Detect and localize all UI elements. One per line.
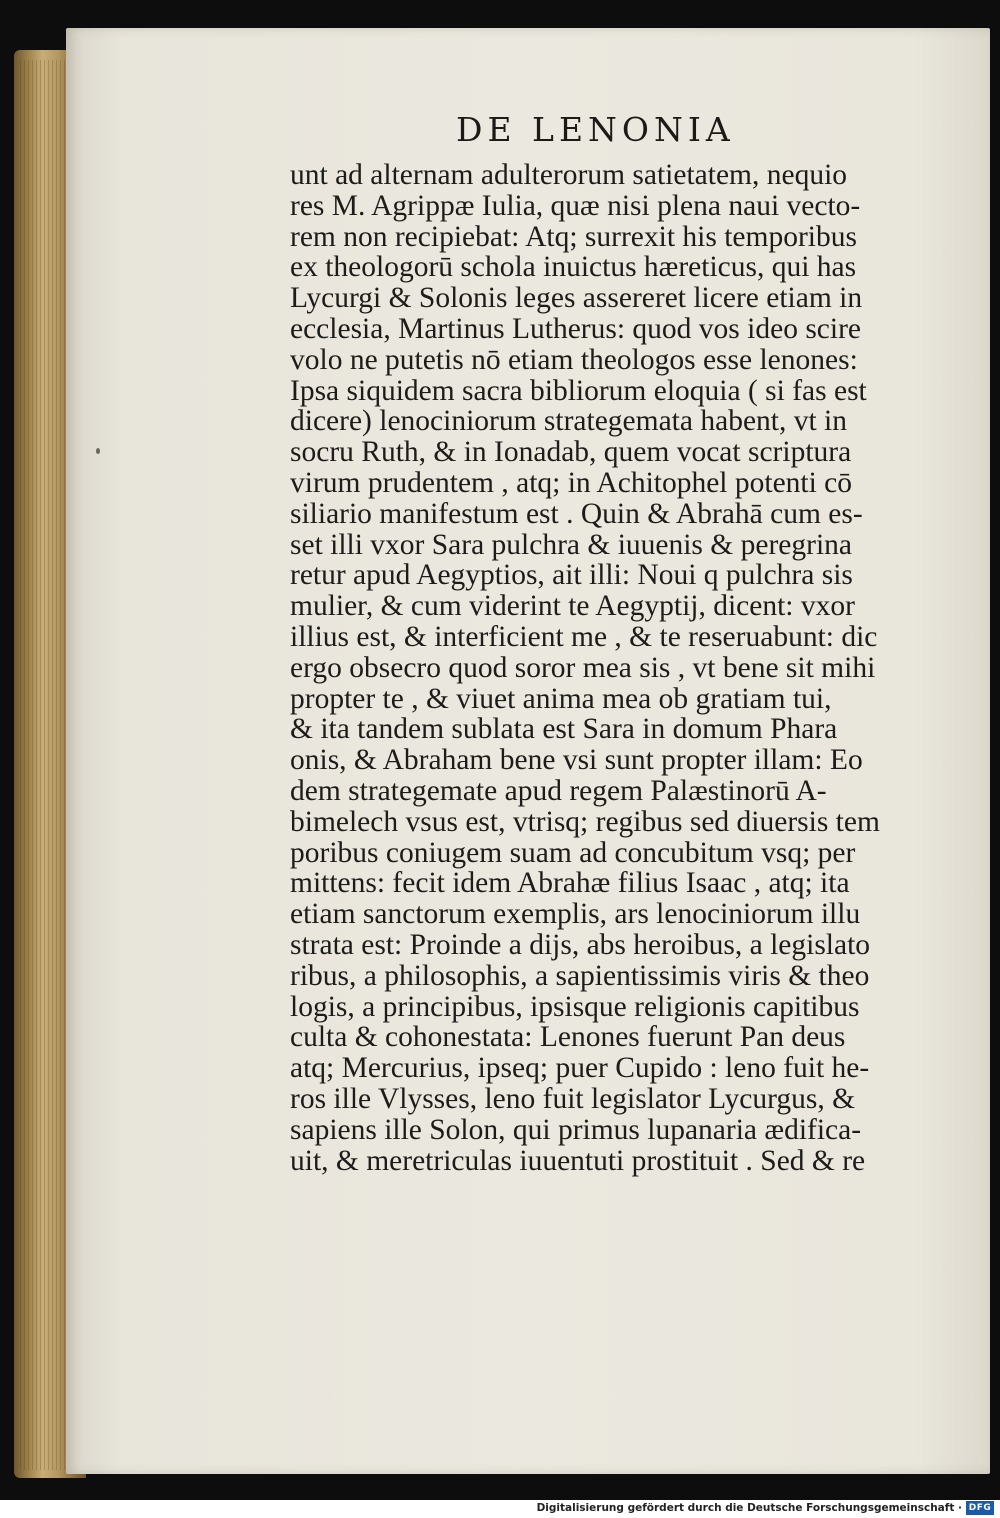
body-text: [290, 160, 950, 1176]
text-line: propter te , & viuet anima mea ob gratiam tui,: [290, 682, 832, 715]
text-line: onis, & Abraham bene vsi sunt propter illam: Eo: [290, 744, 863, 777]
paper-speck: [96, 448, 100, 454]
text-line: ribus, a philosophis, a sapientissimis viris & theo: [290, 959, 870, 992]
text-line: socru Ruth, & in Ionadab, quem vocat scriptura: [290, 436, 852, 469]
text-line: culta & cohonestata: Lenones fuerunt Pan deus: [290, 1021, 846, 1054]
text-line: Ipsa siquidem sacra bibliorum eloquia ( si fas est: [290, 374, 867, 407]
text-line: mulier, & cum viderint te Aegyptij, dicent: vxor: [290, 590, 855, 623]
text-line: bimelech vsus est, vtrisq; regibus sed diuersis tem: [290, 805, 880, 838]
text-line: sapiens ille Solon, qui primus lupanaria ædifica-: [290, 1113, 862, 1146]
text-line: atq; Mercurius, ipseq; puer Cupido : leno fuit he-: [290, 1052, 870, 1085]
text-line: ros ille Vlysses, leno fuit legislator Lycurgus, &: [290, 1082, 856, 1115]
text-line: siliario manifestum est . Quin & Abrahā cum es-: [290, 497, 863, 530]
text-line: ex theologorū schola inuictus hæreticus, qui has: [290, 251, 857, 284]
text-line: Lycurgi & Solonis leges assereret licere etiam in: [290, 282, 863, 315]
text-line: poribus coniugem suam ad concubitum vsq; per: [290, 836, 856, 869]
text-line: uit, & meretriculas iuuentuti prostituit . Sed & re: [290, 1144, 866, 1177]
text-line: ecclesia, Martinus Lutherus: quod vos ideo scire: [290, 312, 862, 345]
text-line: rem non recipiebat: Atq; surrexit his temporibus: [290, 220, 857, 253]
text-line: virum prudentem , atq; in Achitophel potenti cō: [290, 466, 853, 499]
text-line: unt ad alternam adulterorum satietatem, nequio: [290, 159, 848, 191]
text-line: retur apud Aegyptios, ait illi: Noui q pulchra sis: [290, 559, 853, 592]
text-line: logis, a principibus, ipsisque religionis capitibus: [290, 990, 860, 1023]
dfg-logo: DFG: [966, 1501, 994, 1515]
text-line: dem strategemate apud regem Palæstinorū A-: [290, 774, 827, 807]
text-line: etiam sanctorum exemplis, ars lenociniorum illu: [290, 898, 861, 931]
text-line: dicere) lenociniorum strategemata habent, vt in: [290, 405, 847, 438]
text-line: strata est: Proinde a dijs, abs heroibus, a legislato: [290, 928, 871, 961]
running-header: DE LENONIA: [456, 110, 735, 149]
text-line: res M. Agrippæ Iulia, quæ nisi plena naui vecto-: [290, 189, 861, 222]
text-line: ergo obsecro quod soror mea sis , vt bene sit mihi: [290, 651, 876, 684]
text-line: illius est, & interficient me , & te reseruabunt: dic: [290, 620, 878, 653]
funding-credit: Digitalisierung gefördert durch die Deutsche Forschungsgemeinschaft ·: [536, 1502, 962, 1514]
text-line: volo ne putetis nō etiam theologos esse lenones:: [290, 343, 858, 376]
text-line: & ita tandem sublata est Sara in domum Phara: [290, 713, 838, 746]
text-line: set illi vxor Sara pulchra & iuuenis & peregrina: [290, 528, 852, 561]
text-line: mittens: fecit idem Abrahæ filius Isaac , atq; ita: [290, 867, 850, 900]
